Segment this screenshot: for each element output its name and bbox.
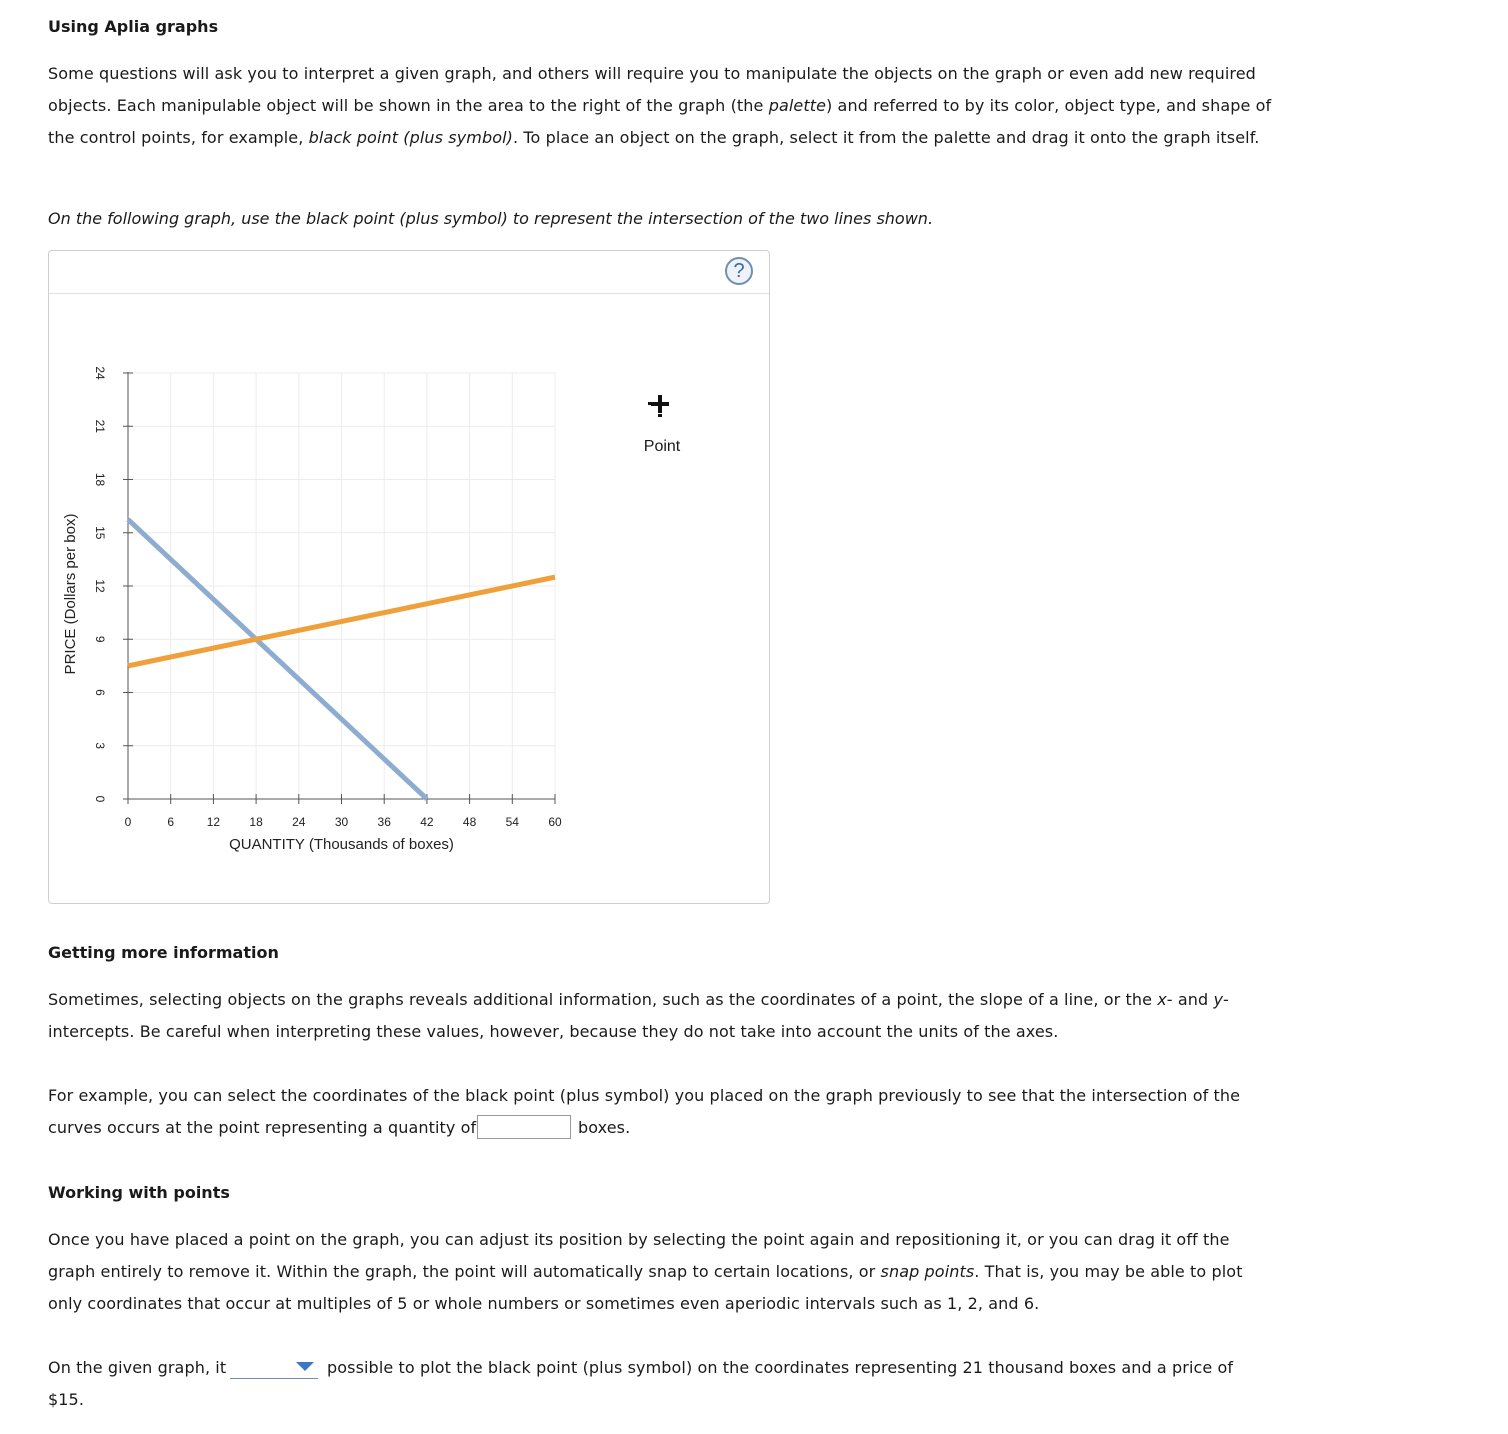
y-tick-label: 15 bbox=[92, 526, 107, 540]
palette-point-tool[interactable] bbox=[645, 391, 673, 419]
section-title-using-graphs: Using Aplia graphs bbox=[48, 17, 219, 36]
more-info-line-1: Sometimes, selecting objects on the graphs reveals additional information, such as the coordinates of a point, the slope of a line, or the x- and y- bbox=[48, 990, 1229, 1009]
y-tick-label: 0 bbox=[92, 795, 107, 803]
y-tick-label: 12 bbox=[92, 579, 107, 593]
y-tick-label: 3 bbox=[92, 742, 107, 750]
example-line-1: For example, you can select the coordinates of the black point (plus symbol) you placed on the graph previously to see that the intersection of the bbox=[48, 1086, 1241, 1105]
intro-line-1: Some questions will ask you to interpret a given graph, and others will require you to manipulate the objects on the graph or even add new required bbox=[48, 64, 1256, 83]
y-tick-label: 6 bbox=[92, 689, 107, 696]
plus-point-icon bbox=[645, 391, 673, 419]
graph-panel bbox=[48, 250, 770, 904]
graph-canvas[interactable] bbox=[49, 294, 769, 902]
intro-line-3: the control points, for example, black point (plus symbol). To place an object on the graph, select it from the palette and drag it onto the graph itself. bbox=[48, 128, 1260, 147]
x-tick-label: 36 bbox=[377, 815, 391, 829]
question-prefix: On the given graph, it bbox=[48, 1358, 227, 1377]
x-tick-label: 12 bbox=[206, 815, 221, 829]
more-info-line-2: intercepts. Be careful when interpreting these values, however, because they do not take into account the units of the axes. bbox=[48, 1022, 1059, 1041]
y-tick-label: 9 bbox=[92, 635, 107, 643]
x-axis-title: QUANTITY (Thousands of boxes) bbox=[229, 836, 454, 853]
x-tick-label: 42 bbox=[420, 815, 434, 829]
y-tick-label: 21 bbox=[92, 419, 107, 433]
x-tick-label: 54 bbox=[505, 815, 519, 829]
intro-line-2: objects. Each manipulable object will be shown in the area to the right of the graph (the palette) and referred to by its color, object type, and shape of bbox=[48, 96, 1272, 115]
y-tick-label: 18 bbox=[92, 472, 107, 487]
working-line-3: only coordinates that occur at multiples of 5 or whole numbers or sometimes even aperiodic intervals such as 1, 2, and 6. bbox=[48, 1294, 1040, 1313]
x-tick-label: 48 bbox=[462, 815, 477, 829]
x-tick-label: 60 bbox=[548, 815, 562, 829]
x-tick-label: 30 bbox=[334, 815, 349, 829]
x-tick-label: 6 bbox=[167, 815, 175, 829]
x-tick-label: 24 bbox=[292, 815, 306, 829]
y-tick-label: 24 bbox=[92, 366, 107, 380]
working-line-1: Once you have placed a point on the graph, you can adjust its position by selecting the point again and repositioning it, or you can drag it off the bbox=[48, 1230, 1230, 1249]
palette-point-label: Point bbox=[643, 438, 681, 455]
intro-paragraph bbox=[48, 58, 1488, 154]
question-suffix: possible to plot the black point (plus symbol) on the coordinates representing 21 thousand boxes and a price of bbox=[327, 1358, 1234, 1377]
x-tick-label: 18 bbox=[249, 815, 263, 829]
palette-term: palette bbox=[768, 96, 827, 115]
x-tick-label: 0 bbox=[124, 815, 132, 829]
section-title-more-info: Getting more information bbox=[48, 943, 279, 962]
black-point-term: black point (plus symbol) bbox=[308, 128, 514, 147]
section-title-working-points: Working with points bbox=[48, 1183, 230, 1202]
help-icon[interactable]: ? bbox=[725, 257, 753, 285]
blue-demand-line bbox=[128, 519, 427, 799]
snap-points-term: snap points bbox=[880, 1262, 975, 1281]
quantity-input[interactable] bbox=[477, 1115, 571, 1139]
graph-instruction: On the following graph, use the black point (plus symbol) to represent the intersection of the two lines shown. bbox=[48, 209, 934, 228]
graph-header bbox=[49, 251, 769, 294]
chevron-down-icon bbox=[296, 1362, 314, 1371]
example-line-2-prefix: curves occurs at the point representing a quantity of bbox=[48, 1118, 477, 1137]
y-axis-title: PRICE (Dollars per box) bbox=[61, 513, 79, 675]
working-line-2: graph entirely to remove it. Within the graph, the point will automatically snap to certain locations, or snap points. That is, you may be able to plot bbox=[48, 1262, 1243, 1281]
question-price: $15. bbox=[48, 1390, 85, 1409]
working-points-paragraph bbox=[48, 1224, 1488, 1320]
example-line-2-suffix: boxes. bbox=[578, 1118, 631, 1137]
more-info-paragraph bbox=[48, 984, 1488, 1048]
possibility-dropdown[interactable] bbox=[230, 1357, 318, 1379]
